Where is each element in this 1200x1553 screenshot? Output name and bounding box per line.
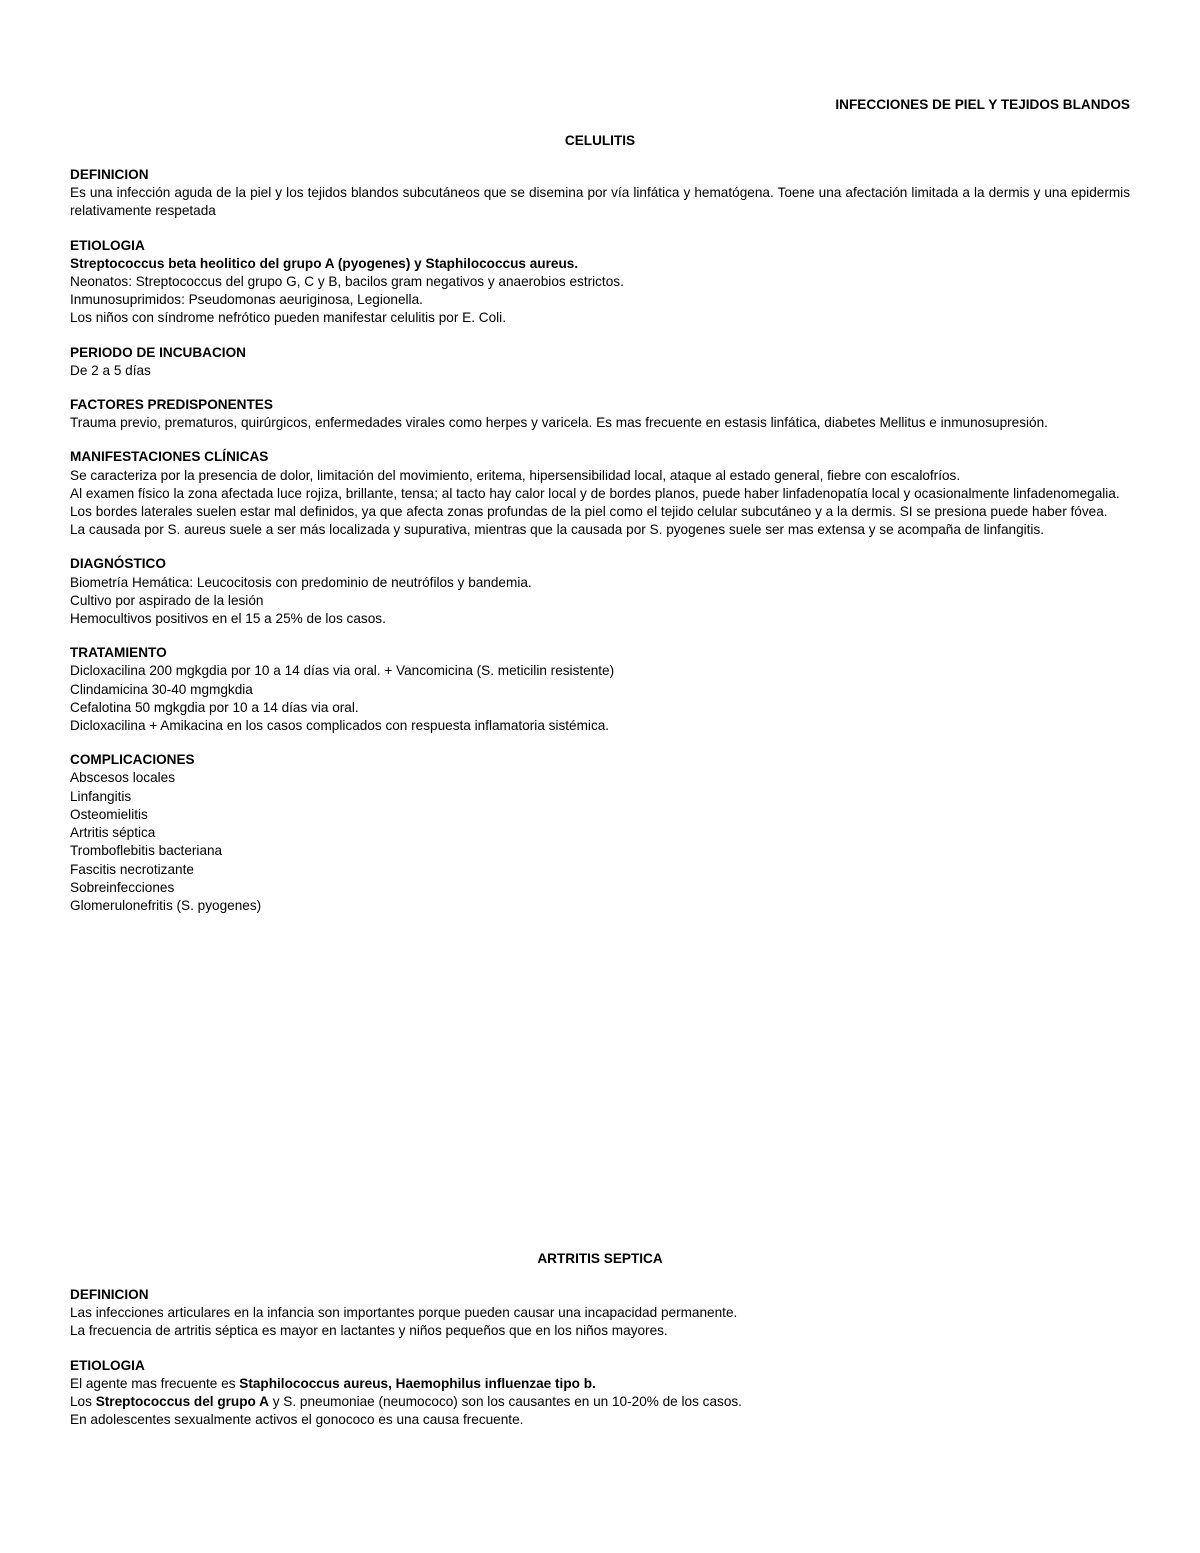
etiologia-line: Inmunosuprimidos: Pseudomonas aeuriginosa, Legionella.	[70, 292, 423, 308]
tratamiento-heading: TRATAMIENTO	[70, 645, 167, 661]
manifestaciones-paragraph: Se caracteriza por la presencia de dolor, limitación del movimiento, eritema, hipersensibilidad local, ataque al estado general, fiebre con escalofríos.	[70, 467, 961, 483]
artritis-etiologia-line-2	[70, 1393, 1130, 1411]
tratamiento-line: Cefalotina 50 mgkgdia por 10 a 14 días via oral.	[70, 699, 359, 715]
etiologia-bold: Staphilococcus aureus, Haemophilus influenzae tipo b.	[239, 1375, 596, 1391]
manifestaciones-heading: MANIFESTACIONES CLÍNICAS	[70, 449, 269, 465]
complicacion-item: Sobreinfecciones	[70, 879, 175, 895]
definicion-text: Es una infección aguda de la piel y los tejidos blandos subcutáneos que se disemina por vía linfática y hematógena. Toene una afectación limitada a la dermis y una epidermis relativamente respetada	[70, 185, 1130, 219]
etiologia-line: Neonatos: Streptococcus del grupo G, C y B, bacilos gram negativos y anaerobios estrictos.	[70, 274, 624, 290]
manifestaciones-paragraph: Al examen físico la zona afectada luce rojiza, brillante, tensa; al tacto hay calor local y de bordes planos, puede haber linfadenopatía local y ocasionalmente linfadenomegalia.	[70, 485, 1120, 501]
tratamiento-line: Clindamicina 30-40 mgmgkdia	[70, 681, 253, 697]
document-header: INFECCIONES DE PIEL Y TEJIDOS BLANDOS	[835, 97, 1130, 112]
complicaciones-heading: COMPLICACIONES	[70, 752, 195, 768]
complicacion-item: Osteomielitis	[70, 806, 148, 822]
incubacion-heading: PERIODO DE INCUBACION	[70, 344, 246, 360]
etiologia-bold: Streptococcus del grupo A	[95, 1394, 269, 1410]
incubacion-text: De 2 a 5 días	[70, 362, 151, 378]
etiologia-line: Los niños con síndrome nefrótico pueden manifestar celulitis por E. Coli.	[70, 310, 506, 326]
etiologia-suffix: y S. pneumoniae (neumococo) son los causantes en un 10-20% de los casos.	[268, 1394, 742, 1410]
artritis-etiologia-line-3: En adolescentes sexualmente activos el gonococo es una causa frecuente.	[70, 1412, 524, 1428]
diagnostico-line: Biometría Hemática: Leucocitosis con predominio de neutrófilos y bandemia.	[70, 574, 532, 590]
diagnostico-line: Cultivo por aspirado de la lesión	[70, 592, 264, 608]
etiologia-prefix: El agente mas frecuente es	[70, 1375, 240, 1391]
etiologia-heading: ETIOLOGIA	[70, 237, 145, 253]
artritis-etiologia-line-1	[70, 1375, 1130, 1393]
definicion-heading: DEFINICION	[70, 167, 149, 182]
complicacion-item: Glomerulonefritis (S. pyogenes)	[70, 897, 262, 913]
factores-heading: FACTORES PREDISPONENTES	[70, 397, 273, 413]
artritis-definicion-line: La frecuencia de artritis séptica es mayor en lactantes y niños pequeños que en los niños mayores.	[70, 1323, 668, 1339]
artritis-title: ARTRITIS SEPTICA	[537, 1251, 663, 1266]
factores-text: Trauma previo, prematuros, quirúrgicos, enfermedades virales como herpes y varicela. Es mas frecuente en estasis linfática, diabetes Mellitus e inmunosupresión.	[70, 415, 1048, 431]
diagnostico-heading: DIAGNÓSTICO	[70, 556, 166, 572]
etiologia-prefix: Los	[70, 1394, 96, 1410]
artritis-etiologia-heading: ETIOLOGIA	[70, 1357, 145, 1373]
complicacion-item: Abscesos locales	[70, 770, 176, 786]
etiologia-bold-line: Streptococcus beta heolitico del grupo A (pyogenes) y Staphilococcus aureus.	[70, 255, 579, 271]
page-1-content	[70, 96, 1130, 915]
artritis-definicion-line: Las infecciones articulares en la infancia son importantes porque pueden causar una incapacidad permanente.	[70, 1305, 738, 1321]
artritis-definicion-heading: DEFINICION	[70, 1287, 149, 1302]
tratamiento-line: Dicloxacilina + Amikacina en los casos complicados con respuesta inflamatoria sistémica.	[70, 718, 610, 734]
artritis-section	[70, 1250, 1130, 1429]
tratamiento-line: Dicloxacilina 200 mgkgdia por 10 a 14 días via oral. + Vancomicina (S. meticilin resistente)	[70, 663, 615, 679]
manifestaciones-paragraph: Los bordes laterales suelen estar mal definidos, ya que afecta zonas profundas de la piel como el tejido celular subcutáneo y a la dermis. SI se presiona puede haber fóvea.	[70, 504, 1108, 520]
diagnostico-line: Hemocultivos positivos en el 15 a 25% de los casos.	[70, 611, 386, 627]
manifestaciones-paragraph: La causada por S. aureus suele a ser más localizada y supurativa, mientras que la causada por S. pyogenes suele ser mas extensa y se acompaña de linfangitis.	[70, 522, 1045, 538]
celulitis-title: CELULITIS	[564, 133, 636, 148]
complicacion-item: Fascitis necrotizante	[70, 861, 194, 877]
complicacion-item: Linfangitis	[70, 788, 132, 804]
complicacion-item: Artritis séptica	[70, 825, 156, 841]
complicacion-item: Tromboflebitis bacteriana	[70, 843, 223, 859]
